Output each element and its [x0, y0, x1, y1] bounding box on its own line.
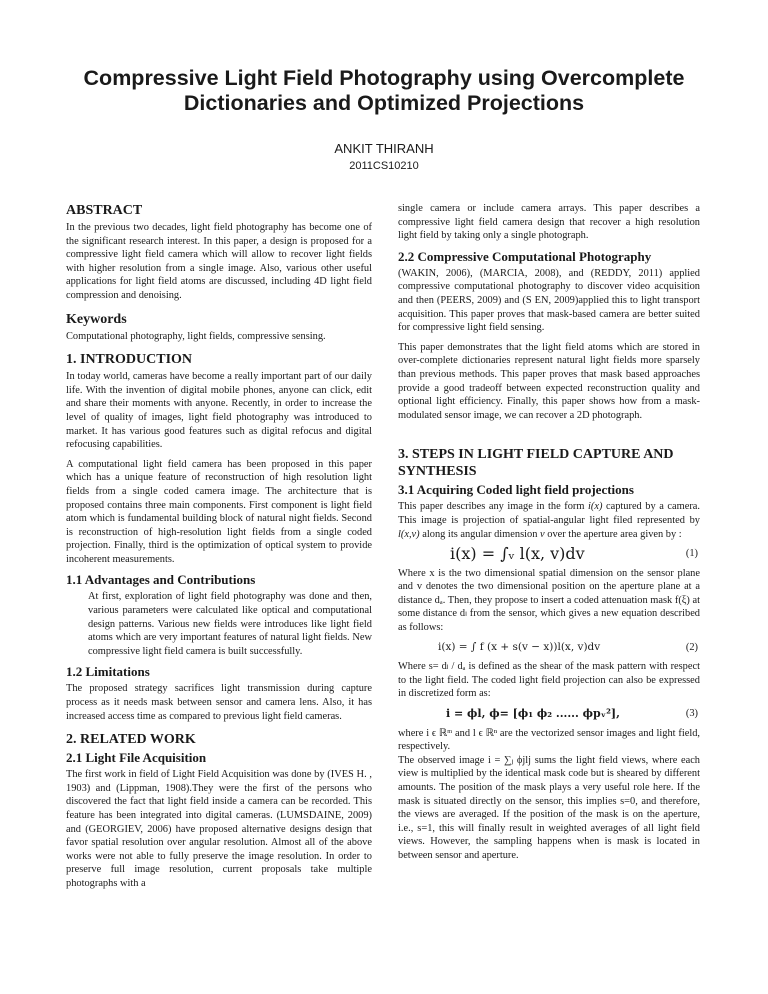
acquiring-heading: 3.1 Acquiring Coded light field projections [398, 482, 634, 498]
limitations-text: The proposed strategy sacrifices light transmission during capture process as it needs mask between sensor and camera lens. Also, it has increased access time as compared to previous light field cameras. [66, 683, 372, 722]
abstract-text: In the previous two decades, light field photography has become one of the significant research interest. In this paper, a design is proposed for a compressive light field camera which will allow to recover light fields with higher resolution from a single image. Also, various other useful applications for light field atoms are discussed, including 4D light field compression and denoising. [66, 222, 372, 301]
abstract-heading: ABSTRACT [66, 203, 143, 218]
vector-text: where i ϵ ℝᵐ and l ϵ ℝⁿ are the vectorized sensor images and light field, respectively. [398, 727, 700, 753]
continued-text: single camera or include camera arrays. This paper describes a compressive light field camera design that recover a high resolution light field by taking only a single photograph. [398, 203, 700, 242]
compressive-photography-text: (WAKIN, 2006), (MARCIA, 2008), and (REDDY, 2011) applied compressive computational photography to discover video acquisition and then (PEERS, 2009) and (S EN, 2009)applied this to light transport acquisition. This paper proves that mask-based camera are better suited for compressive light field sensing. [398, 267, 700, 334]
equation-2-expression: i(x) = ∫ f (x + s(v − x))l(x, v)dv [438, 640, 601, 653]
keywords-heading: Keywords [66, 311, 127, 327]
equation-3 [398, 707, 700, 721]
steps-heading: 3. STEPS IN LIGHT FIELD CAPTURE AND SYNTHESIS [398, 447, 674, 480]
equation-2 [398, 641, 700, 655]
observed-image-text: The observed image i = ∑ⱼ ϕjlj sums the light field views, where each view is multiplied by the identical mask code but is sheared by different amounts. The position of the mask plays a very useful role here. If the mask is situated directly on the sensor, this implies s=0, and therefore, the views are averaged. If the position of the mask is on the aperture, i.e., s=1, this will finally result in weighted averages of all light field views. However, the sampling happens when is mask is located in between sensor and aperture. [398, 754, 700, 861]
compressive-photography-heading: 2.2 Compressive Computational Photography [398, 248, 652, 264]
right-column [398, 202, 700, 869]
light-file-acquisition-text: The first work in field of Light Field Acquisition was done by (IVES H. , 1903) and (Lippman, 1908).They were the first of the persons who discovered the fact that light field inside a camera can be recorded. This feature has been integrated into digital cameras. (LUMSDAINE, 2009) and (GEORGIEV, 2006) have proposed alternative designs design that favor spatial resolution over angular resolution. Almost all of the above works were not able to fully preserve the image resolution. In order to preserve full image resolution, current proposals take multiple photographs with a [66, 769, 372, 889]
limitations-heading: 1.2 Limitations [66, 664, 150, 680]
author-name: ANKIT THIRANH [334, 141, 434, 156]
keywords-text: Computational photography, light fields, compressive sensing. [66, 330, 326, 342]
equation-1-expression: i(x) = ∫ᵥ l(x, v)dv [450, 544, 585, 564]
introduction-heading: 1. INTRODUCTION [66, 352, 193, 368]
equation-3-expression: i = ϕl, ϕ= [ϕ₁ ϕ₂ ...... ϕpᵥ²], [446, 707, 620, 721]
acquiring-text: This paper describes any image in the form i(x) captured by a camera. This image is projection of spatial-angular light filed represented by l(x,v) along its angular dimension v over the aperture area given by : [398, 501, 700, 540]
equation-1 [398, 544, 700, 564]
left-column [66, 202, 372, 897]
where-text: Where x is the two dimensional spatial dimension on the sensor plane and v denotes the two dimensional position on the aperture plane at a distance dₐ. Then, they propose to insert a coded attenuation mask f(ξ) at some distance dₗ from the sensor, which gives a new equation described as follows: [398, 567, 700, 634]
author-block [0, 141, 768, 174]
advantages-heading: 1.1 Advantages and Contributions [66, 572, 256, 588]
light-file-acquisition-heading: 2.1 Light File Acquisition [66, 750, 207, 766]
related-work-heading: 2. RELATED WORK [66, 732, 196, 748]
shear-text: Where s= dₗ / dₐ is defined as the shear of the mask pattern with respect to the light field. The coded light field projection can also be expressed in discretized form as: [398, 661, 700, 700]
advantages-text: At first, exploration of light field photography was done and then, various parameters were calculated like optical and computational design patterns. Various new fields were introduces like light field atoms which are very important features of natural light fields. New compressive light field camera is built successfully. [88, 591, 372, 657]
author-id: 2011CS10210 [349, 160, 419, 172]
paper-title: Compressive Light Field Photography using Overcomplete Dictionaries and Optimized Projections [83, 66, 685, 115]
introduction-paragraph-2: A computational light field camera has been proposed in this paper which has a unique feature of reconstruction of high resolution light fields from a single coded camera image. The architecture that is proposed contains three main components. First component is light field atom which is fundamental building block of natural night fields. Second is reconstruction of high-resolution light fields from a single coded projection. Finally, third is the optimization of optical system to provide incoherent measurements. [66, 458, 372, 565]
equation-2-number: (2) [685, 641, 698, 653]
demonstration-text: This paper demonstrates that the light field atoms which are stored in over-complete dictionaries represent natural light fields more sparsely than previous methods. This paper proves that mask based approaches provide a good tradeoff between expected reconstruction quality and optional light efficiency. Finally, this paper shows how from a mask-modulated sensor image, we can recover a 2D photograph. [398, 341, 700, 421]
equation-3-number: (3) [685, 708, 698, 720]
equation-1-number: (1) [685, 548, 698, 560]
introduction-paragraph-1: In today world, cameras have become a really important part of our daily life. With the invention of digital mobile phones, anyone can click, edit and share their moments with anyone. Recently, in order to increase the level of quality of images, light field photography was introduced to market. It has various good features such as digital refocus and digital refocusing capabilities. [66, 371, 372, 451]
